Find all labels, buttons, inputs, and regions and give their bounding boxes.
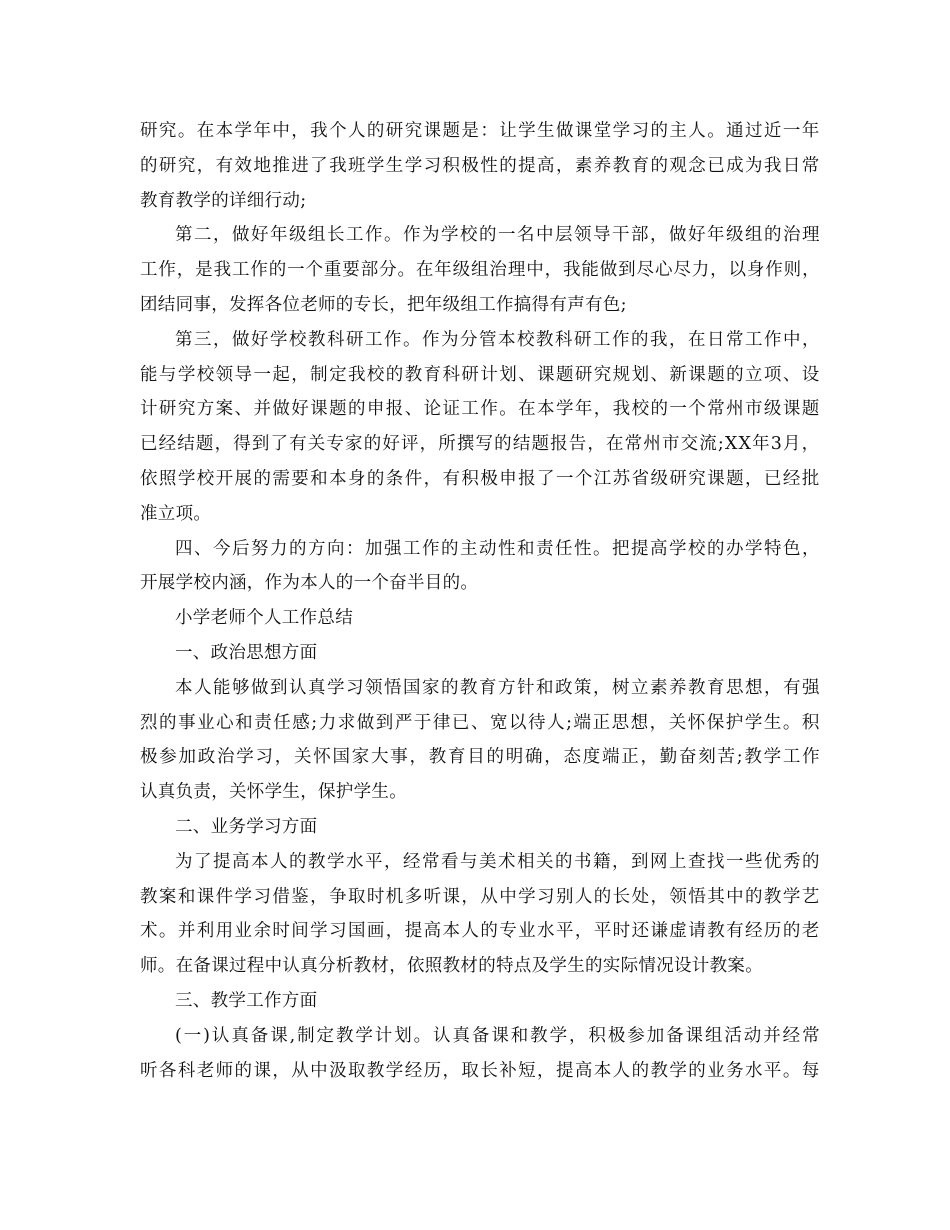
text-line: 的 研 究 ， 有 效 地 推 进 了 我 班 学 生 学 习 积 极 性 的 提 高 ， 素 养 教 育 的 观 念 已 成 为 我 日 常 <box>140 155 820 176</box>
text-line: 认真负责，关怀学生，保护学生。 <box>140 782 407 803</box>
text-line: 听 各 科 老 师 的 课 ， 从 中 汲 取 教 学 经 历 ， 取 长 补 短 ， 提 高 本 人 的 教 学 的 业 务 水 平 。 每 <box>140 1060 820 1081</box>
text-line: 三、教学工作方面 <box>175 990 318 1011</box>
text-line: 为 了 提 高 本 人 的 教 学 水 平 ， 经 常 看 与 美 术 相 关 的 书 籍 ， 到 网 上 查 找 一 些 优 秀 的 <box>175 851 820 872</box>
text-line: 烈 的 事 业 心 和 责 任 感 ; 力 求 做 到 严 于 律 已 、 宽 以 待 人 ; 端 正 思 想 ， 关 怀 保 护 学 生 。 积 <box>140 712 820 733</box>
text-line: 一、政治思想方面 <box>175 642 318 663</box>
text-line: 开展学校内涵，作为本人的一个奋半目的。 <box>140 573 479 594</box>
document-body <box>140 114 820 1088</box>
text-line: 工 作 ， 是 我 工 作 的 一 个 重 要 部 分 。 在 年 级 组 治 理 中 ， 我 能 做 到 尽 心 尽 力 ， 以 身 作 则 ， <box>140 260 820 281</box>
text-line: 师。在备课过程中认真分析教材，依照教材的特点及学生的实际情况设计教案。 <box>140 956 763 977</box>
text-line: 小学老师个人工作总结 <box>175 608 353 629</box>
text-line: 准立项。 <box>140 503 212 524</box>
text-line: 本 人 能 够 做 到 认 真 学 习 领 悟 国 家 的 教 育 方 针 和 政 策 ， 树 立 素 养 教 育 思 想 ， 有 强 <box>175 677 820 698</box>
text-line: 二、业务学习方面 <box>175 816 318 837</box>
text-line: 四 、 今 后 努 力 的 方 向 ： 加 强 工 作 的 主 动 性 和 责 任 性 。 把 提 高 学 校 的 办 学 特 色 ， <box>175 538 820 559</box>
text-line: 依 照 学 校 开 展 的 需 要 和 本 身 的 条 件 ， 有 积 极 申 报 了 一 个 江 苏 省 级 研 究 课 题 ， 已 经 批 <box>140 468 820 489</box>
text-line: 第 三 ， 做 好 学 校 教 科 研 工 作 。 作 为 分 管 本 校 教 科 研 工 作 的 我 ， 在 日 常 工 作 中 ， <box>175 329 820 350</box>
text-line: 研 究 。 在 本 学 年 中 ， 我 个 人 的 研 究 课 题 是 ： 让 学 生 做 课 堂 学 习 的 主 人 。 通 过 近 一 年 <box>140 121 820 141</box>
text-line: 能 与 学 校 领 导 一 起 ， 制 定 我 校 的 教 育 科 研 计 划 、 课 题 研 究 规 划 、 新 课 题 的 立 项 、 设 <box>140 364 820 385</box>
text-line: 计 研 究 方 案 、 并 做 好 课 题 的 申 报 、 论 证 工 作 。 在 本 学 年 ， 我 校 的 一 个 常 州 市 级 课 题 <box>140 399 820 420</box>
text-line: 教 案 和 课 件 学 习 借 鉴 ， 争 取 时 机 多 听 课 ， 从 中 学 习 别 人 的 长 处 ， 领 悟 其 中 的 教 学 艺 <box>140 886 820 907</box>
text-line: 极 参 加 政 治 学 习 ， 关 怀 国 家 大 事 ， 教 育 目 的 明 确 ， 态 度 端 正 ， 勤 奋 刻 苦 ; 教 学 工 作 <box>140 747 820 768</box>
text-line: 第 二 ， 做 好 年 级 组 长 工 作 。 作 为 学 校 的 一 名 中 层 领 导 干 部 ， 做 好 年 级 组 的 治 理 <box>175 225 820 246</box>
text-line: 教育教学的详细行动; <box>140 190 307 211</box>
text-line: 术 。 并 利 用 业 余 时 间 学 习 国 画 ， 提 高 本 人 的 专 业 水 平 ， 平 时 还 谦 虚 请 教 有 经 历 的 老 <box>140 921 820 942</box>
text-line: ( 一 ) 认 真 备 课 , 制 定 教 学 计 划 。 认 真 备 课 和 教 学 ， 积 极 参 加 备 课 组 活 动 并 经 常 <box>175 1025 820 1046</box>
text-line: 已 经 结 题 ， 得 到 了 有 关 专 家 的 好 评 ， 所 撰 写 的 结 题 报 告 ， 在 常 州 市 交 流 ; X X 年 3 月 ， <box>140 434 820 455</box>
text-line: 团结同事，发挥各位老师的专长，把年级组工作搞得有声有色; <box>140 294 627 315</box>
